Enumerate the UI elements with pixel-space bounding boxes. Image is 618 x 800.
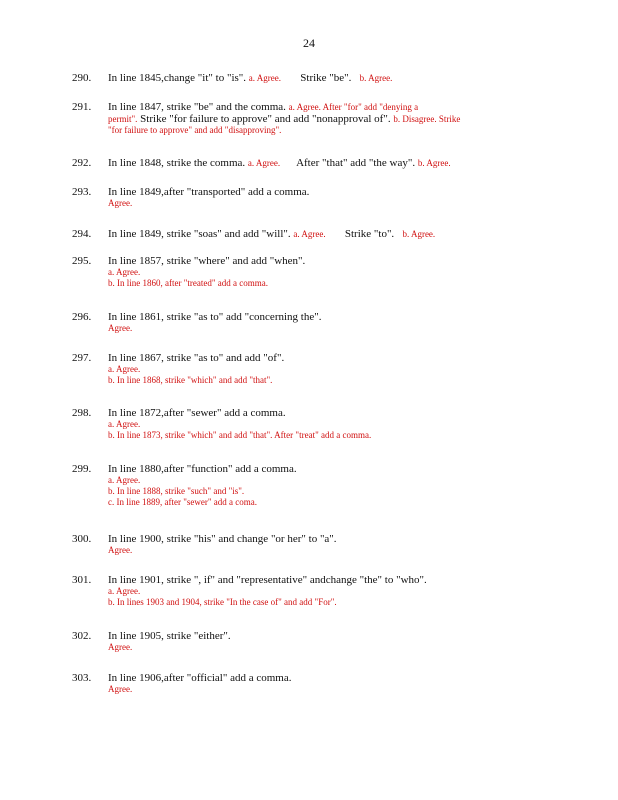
response-text: a. Agree. (108, 267, 141, 277)
item-number: 295. (72, 255, 92, 267)
response-text: b. In line 1888, strike "such" and "is". (108, 486, 245, 496)
item-number: 298. (72, 407, 92, 419)
instruction-text: Strike "for failure to approve" and add "nonapproval of". (140, 113, 391, 125)
instruction-text: In line 1845,change "it" to "is". (108, 72, 247, 84)
item-number: 300. (72, 533, 92, 545)
item-number: 291. (72, 101, 92, 113)
list-item (72, 574, 512, 608)
response-text: a. Agree. (293, 229, 326, 239)
list-item (72, 255, 512, 289)
response-text: b. In lines 1903 and 1904, strike "In the case of" and add "For". (108, 597, 337, 607)
response-text: Agree. (108, 642, 133, 652)
response-text: a. Agree. After "for" add "denying a (288, 102, 419, 112)
list-item (72, 407, 512, 441)
item-number: 292. (72, 157, 92, 169)
response-text: b. Agree. (417, 158, 451, 168)
instruction-text: In line 1847, strike "be" and the comma. (108, 101, 286, 113)
instruction-text: In line 1861, strike "as to" add "concerning the". (108, 311, 322, 323)
instruction-text: In line 1849, strike "soas" and add "will". (108, 228, 291, 240)
instruction-text: Strike "to". (344, 228, 395, 240)
list-item (72, 672, 512, 695)
instruction-text: In line 1872,after "sewer" add a comma. (108, 407, 286, 419)
response-text: a. Agree. (108, 419, 141, 429)
response-text: b. Disagree. Strike (393, 114, 461, 124)
list-item (72, 311, 512, 334)
item-number: 301. (72, 574, 92, 586)
instruction-text: In line 1880,after "function" add a comma. (108, 463, 297, 475)
item-number: 303. (72, 672, 92, 684)
item-number: 299. (72, 463, 92, 475)
response-text: c. In line 1889, after "sewer" add a coma. (108, 497, 258, 507)
response-text: b. In line 1868, strike "which" and add "that". (108, 375, 273, 385)
list-item (72, 228, 512, 240)
page-number: 24 (303, 36, 315, 50)
list-item (72, 157, 512, 169)
response-text: b. In line 1873, strike "which" and add "that". After "treat" add a comma. (108, 430, 372, 440)
item-number: 294. (72, 228, 92, 240)
list-item (72, 72, 512, 84)
response-text: a. Agree. (108, 364, 141, 374)
response-text: a. Agree. (247, 158, 281, 168)
instruction-text: In line 1901, strike ", if" and "representative" andchange "the" to "who". (108, 574, 427, 586)
response-text: b. Agree. (359, 73, 393, 83)
instruction-text: In line 1900, strike "his" and change "or her" to "a". (108, 533, 337, 545)
item-number: 290. (72, 72, 92, 84)
response-text: b. Agree. (402, 229, 436, 239)
list-item (72, 463, 512, 508)
list-item (72, 101, 512, 136)
response-text: a. Agree. (108, 586, 141, 596)
response-text: "for failure to approve" and add "disapproving". (108, 125, 282, 135)
item-number: 293. (72, 186, 92, 198)
list-item (72, 186, 512, 209)
list-item (72, 352, 512, 386)
response-text: Agree. (108, 684, 133, 694)
instruction-text: In line 1906,after "official" add a comma. (108, 672, 292, 684)
item-number: 296. (72, 311, 92, 323)
instruction-text: In line 1848, strike the comma. (108, 157, 246, 169)
instruction-text: In line 1867, strike "as to" and add "of". (108, 352, 285, 364)
instruction-text: Strike "be". (300, 72, 352, 84)
instruction-text: After "that" add "the way". (296, 157, 416, 169)
instruction-text: In line 1905, strike "either". (108, 630, 231, 642)
list-item (72, 533, 512, 556)
item-number: 302. (72, 630, 92, 642)
response-text: Agree. (108, 323, 133, 333)
response-text: b. In line 1860, after "treated" add a comma. (108, 278, 269, 288)
item-number: 297. (72, 352, 92, 364)
response-text: Agree. (108, 198, 133, 208)
response-text: a. Agree. (108, 475, 141, 485)
response-text: permit". (108, 114, 138, 124)
list-item (72, 630, 512, 653)
instruction-text: In line 1857, strike "where" and add "when". (108, 255, 306, 267)
response-text: a. Agree. (248, 73, 282, 83)
response-text: Agree. (108, 545, 133, 555)
instruction-text: In line 1849,after "transported" add a comma. (108, 186, 310, 198)
